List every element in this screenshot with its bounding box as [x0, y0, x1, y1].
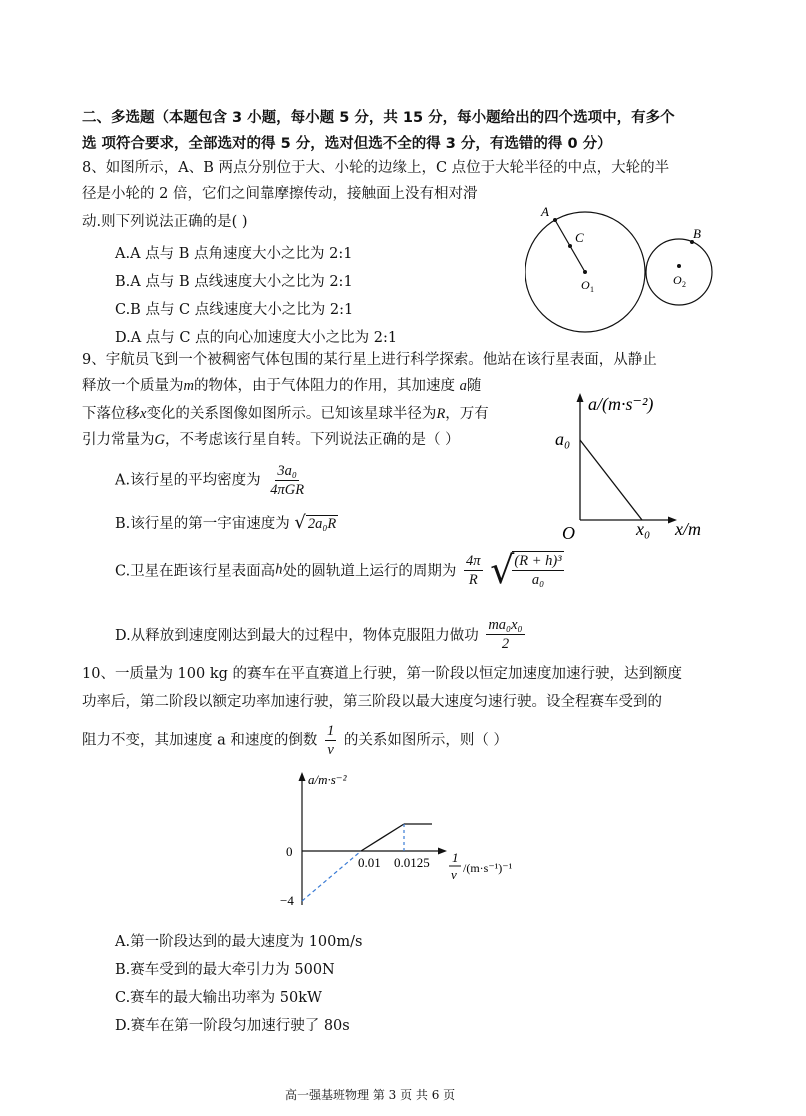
graph-rising-line	[361, 824, 404, 851]
section-heading-line1: 二、多选题（本题包含 3 小题，每小题 5 分，共 15 分，每小题给出的四个选项中，有多个	[82, 110, 675, 126]
dashed-extension	[302, 851, 361, 901]
q8-wheels-figure	[525, 200, 735, 340]
q10-line2: 功率后，第二阶段以额定功率加速行驶，第三阶段以最大速度匀速行驶。设全程赛车受到的	[82, 694, 662, 710]
label-b: B	[693, 226, 701, 241]
graph-a0: a₀	[555, 429, 571, 449]
q9-option-d: D.从释放到速度刚达到最大的过程中，物体克服阻力做功 $\frac{\text{ma₀x₀}}{2}$	[115, 617, 523, 652]
label-o2-sub: 2	[682, 280, 686, 289]
q9-option-a: A.该行星的平均密度为 $\frac{\text{3a₀}}{\text{4πGR}}$	[115, 463, 305, 498]
q10-accel-graph	[280, 765, 540, 915]
small-wheel	[646, 239, 712, 305]
point-a-dot	[553, 218, 557, 222]
graph-origin: O	[562, 523, 575, 543]
q10-line1: 10、一质量为 100 kg 的赛车在平直赛道上行驶，第一阶段以恒定加速度加速行驶，达到额度	[82, 666, 683, 682]
q8-option-a: A.A 点与 B 点角速度大小之比为 2:1	[115, 246, 353, 262]
y-axis-arrow	[299, 772, 306, 781]
q9-line1: 9、宇航员飞到一个被稠密气体包围的某行星上进行科学探索。他站在该行星表面，从静止	[82, 352, 657, 368]
point-c-dot	[568, 244, 572, 248]
q8-line3: 动.则下列说法正确的是( )	[82, 214, 248, 230]
x-axis-arrow	[438, 848, 447, 855]
label-o1: O	[581, 278, 590, 292]
q8-option-c: C.B 点与 C 点线速度大小之比为 2:1	[115, 302, 354, 318]
page-footer: 高一强基班物理 第 3 页 共 6 页	[285, 1088, 456, 1102]
label-o2: O	[673, 273, 682, 287]
graph-xlabel-unit: /(m·s⁻¹)⁻¹	[463, 861, 513, 875]
y-axis-arrow	[577, 393, 584, 402]
graph-ylabel: a/(m·s⁻²)	[588, 394, 654, 414]
q9-line4: 引力常量为G，不考虑该行星自转。下列说法正确的是（ ）	[82, 432, 460, 448]
q9-option-c: C.卫星在距该行星表面高h处的圆轨道上运行的周期为 $\frac{4\pi}{R}$ √ $\frac{\text{(R + h)³}}{\text{a₀}}$	[115, 548, 562, 592]
graph-ylabel: a/m·s⁻²	[308, 772, 347, 787]
graph-y-neg4: −4	[280, 893, 294, 908]
q10-option-b: B.赛车受到的最大牵引力为 500N	[115, 962, 335, 978]
graph-xlabel-num: 1	[452, 850, 459, 865]
graph-xlabel-den: v	[451, 867, 457, 882]
q9-option-b: B.该行星的第一宇宙速度为 √ 2a₀R	[115, 512, 337, 533]
graph-xlabel: x/m	[675, 519, 701, 539]
q9-accel-graph	[550, 385, 720, 545]
q9-line3: 下落位移x变化的关系图像如图所示。已知该星球半径为R，万有	[82, 406, 489, 422]
point-o1-dot	[583, 270, 587, 274]
q8-line2: 径是小轮的 2 倍，它们之间靠摩擦传动，接触面上没有相对滑	[82, 186, 478, 202]
q10-option-d: D.赛车在第一阶段匀加速行驶了 80s	[115, 1018, 350, 1034]
section-heading-line2: 选 项符合要求，全部选对的得 5 分，选对但选不全的得 3 分，有选错的得 0 分）	[82, 136, 612, 152]
graph-x-tick-001: 0.01	[358, 855, 381, 870]
q9-line2: 释放一个质量为m的物体，由于气体阻力的作用，其加速度 a随	[82, 378, 482, 394]
graph-y-zero: 0	[286, 844, 293, 859]
label-o1-sub: 1	[590, 285, 594, 294]
label-c: C	[575, 230, 584, 245]
q8-option-d: D.A 点与 C 点的向心加速度大小之比为 2:1	[115, 330, 398, 346]
point-o2-dot	[677, 264, 681, 268]
q10-line3: 阻力不变，其加速度 a 和速度的倒数 $\frac{1}{v}$ 的关系如图所示，则（ ）	[82, 723, 508, 758]
graph-line	[580, 440, 642, 520]
label-a: A	[541, 204, 549, 219]
q10-option-c: C.赛车的最大输出功率为 50kW	[115, 990, 322, 1006]
graph-x-tick-00125: 0.0125	[394, 855, 430, 870]
q10-option-a: A.第一阶段达到的最大速度为 100m/s	[115, 934, 363, 950]
graph-x0: x₀	[636, 519, 651, 539]
q8-option-b: B.A 点与 B 点线速度大小之比为 2:1	[115, 274, 353, 290]
q8-line1: 8、如图所示，A、B 两点分别位于大、小轮的边缘上，C 点位于大轮半径的中点，大轮的半	[82, 160, 670, 176]
